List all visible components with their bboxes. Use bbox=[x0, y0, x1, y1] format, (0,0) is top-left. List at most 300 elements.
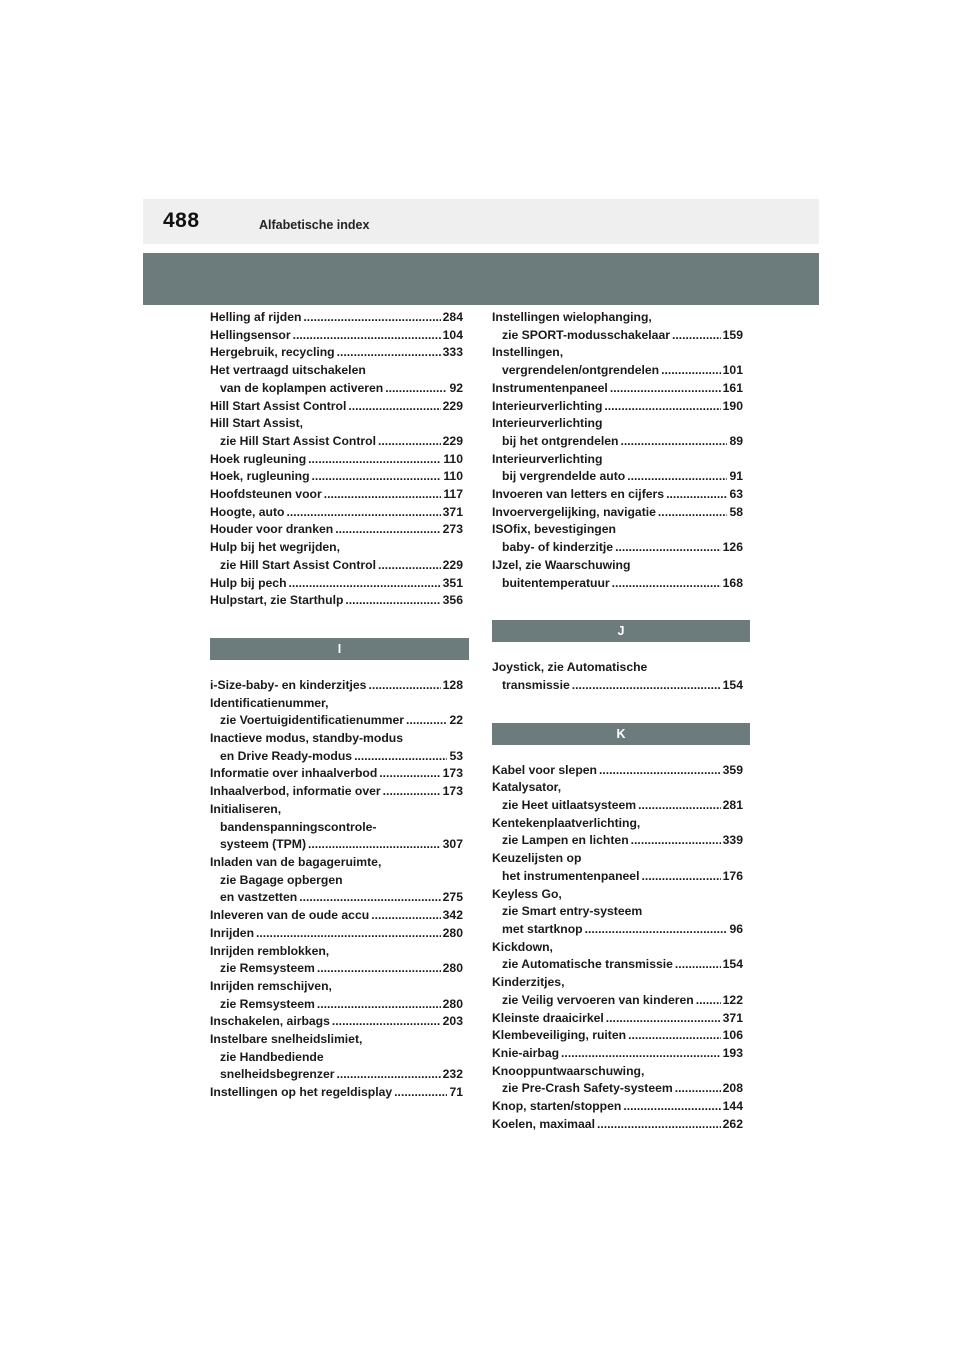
index-entry-text: zie Remsysteem bbox=[220, 961, 315, 976]
index-entry-text: Inrijden remschijven, bbox=[210, 978, 332, 993]
dot-leader bbox=[394, 1084, 447, 1102]
index-entry bbox=[492, 451, 743, 486]
index-entry-line bbox=[210, 327, 463, 345]
index-page-ref: 275 bbox=[442, 890, 463, 905]
index-page-ref: 339 bbox=[722, 833, 743, 848]
index-entry bbox=[210, 1084, 463, 1102]
index-entry-line bbox=[210, 854, 463, 872]
index-page-ref: 176 bbox=[722, 868, 743, 883]
dot-leader bbox=[378, 433, 441, 451]
index-entry-text: Instellingen, bbox=[492, 345, 564, 360]
index-entry-text: bandenspanningscontrole- bbox=[220, 819, 377, 834]
index-page-ref: 92 bbox=[449, 380, 463, 395]
index-entry-text: Initialiseren, bbox=[210, 801, 282, 816]
index-entry-line bbox=[492, 762, 743, 780]
index-entry bbox=[210, 575, 463, 593]
index-entry-text: Hoogte, auto bbox=[210, 504, 285, 519]
index-page-ref: 159 bbox=[722, 327, 743, 342]
index-entry-line bbox=[210, 695, 463, 713]
index-entry-text: bij vergrendelde auto bbox=[502, 469, 626, 484]
dot-leader bbox=[371, 907, 440, 925]
index-entry-text: Inleveren van de oude accu bbox=[210, 908, 370, 923]
index-entry-text: en Drive Ready-modus bbox=[220, 748, 353, 763]
index-entry-text: Inschakelen, airbags bbox=[210, 1014, 330, 1029]
index-entry-text: Hill Start Assist, bbox=[210, 416, 304, 431]
index-entry-text: Instrumentenpaneel bbox=[492, 380, 608, 395]
index-entry-line bbox=[492, 886, 743, 904]
index-entry-line bbox=[492, 327, 743, 345]
index-entry-text: Kabel voor slepen bbox=[492, 762, 597, 777]
index-entry-text: Koelen, maximaal bbox=[492, 1116, 595, 1131]
dot-leader bbox=[641, 868, 720, 886]
dot-leader bbox=[561, 1045, 721, 1063]
dot-leader bbox=[610, 380, 721, 398]
index-page-ref: 281 bbox=[722, 798, 743, 813]
index-entry-text: Instelbare snelheidslimiet, bbox=[210, 1032, 363, 1047]
index-entry-text: Kleinste draaicirkel bbox=[492, 1010, 604, 1025]
dot-leader bbox=[317, 960, 441, 978]
index-entry-text: Inactieve modus, standby-modus bbox=[210, 731, 404, 746]
index-page-ref: 232 bbox=[442, 1067, 463, 1082]
dot-leader bbox=[615, 539, 721, 557]
index-entry bbox=[210, 398, 463, 416]
dot-leader bbox=[666, 486, 727, 504]
index-entry bbox=[492, 659, 743, 694]
index-entry bbox=[210, 415, 463, 450]
index-entry-text: zie Remsysteem bbox=[220, 996, 315, 1011]
index-entry-text: zie Hill Start Assist Control bbox=[220, 433, 376, 448]
index-entry bbox=[492, 974, 743, 1009]
index-entry-line bbox=[492, 344, 743, 362]
index-entry bbox=[492, 380, 743, 398]
dot-leader bbox=[658, 504, 728, 522]
index-page-ref: 71 bbox=[449, 1085, 463, 1100]
index-page-ref: 371 bbox=[442, 504, 463, 519]
index-entry-line bbox=[210, 801, 463, 819]
index-entry-line bbox=[492, 521, 743, 539]
index-entry-text: Hergebruik, recycling bbox=[210, 345, 335, 360]
dot-leader bbox=[661, 362, 721, 380]
dot-leader bbox=[286, 504, 440, 522]
index-entry bbox=[210, 592, 463, 610]
index-page-ref: 58 bbox=[729, 504, 743, 519]
index-entry-text: bij het ontgrendelen bbox=[502, 433, 619, 448]
index-entry-line bbox=[492, 415, 743, 433]
index-page-ref: 154 bbox=[722, 957, 743, 972]
index-entry-text: baby- of kinderzitje bbox=[502, 540, 614, 555]
dot-leader bbox=[604, 398, 720, 416]
dot-leader bbox=[345, 592, 440, 610]
index-letter-heading: I bbox=[210, 638, 469, 660]
index-entry-line bbox=[492, 451, 743, 469]
index-entry-text: zie Hill Start Assist Control bbox=[220, 557, 376, 572]
index-entry bbox=[210, 486, 463, 504]
dot-leader bbox=[336, 1066, 440, 1084]
index-page-ref: 117 bbox=[443, 487, 463, 502]
index-page-ref: 284 bbox=[442, 310, 463, 324]
dot-leader bbox=[378, 557, 441, 575]
index-entry-line bbox=[492, 659, 743, 677]
index-entry-text: zie Lampen en lichten bbox=[502, 833, 629, 848]
index-entry-text: Keuzelijsten op bbox=[492, 851, 582, 866]
dot-leader bbox=[299, 889, 440, 907]
dot-leader bbox=[585, 921, 728, 939]
index-page-ref: 104 bbox=[442, 327, 463, 342]
index-entry-text: zie SPORT-modusschakelaar bbox=[502, 327, 670, 342]
dot-leader bbox=[675, 956, 721, 974]
index-page-ref: 333 bbox=[442, 345, 463, 360]
index-entry-line bbox=[210, 960, 463, 978]
index-entry-line bbox=[210, 557, 463, 575]
dot-leader bbox=[385, 380, 447, 398]
index-entry bbox=[492, 886, 743, 939]
dot-leader bbox=[368, 677, 440, 695]
index-entry-line bbox=[492, 677, 743, 695]
index-entry-text: Interieurverlichting bbox=[492, 451, 603, 466]
dot-leader bbox=[293, 327, 441, 345]
index-entry-text: snelheidsbegrenzer bbox=[220, 1067, 335, 1082]
index-entry-line bbox=[210, 996, 463, 1014]
index-entry-text: zie Handbediende bbox=[220, 1049, 324, 1064]
index-entry-line bbox=[492, 779, 743, 797]
index-entry-text: Inhaalverbod, informatie over bbox=[210, 784, 381, 799]
index-page-ref: 342 bbox=[442, 908, 463, 923]
index-page-ref: 262 bbox=[722, 1116, 743, 1131]
index-entry-text: van de koplampen activeren bbox=[220, 380, 384, 395]
index-entry bbox=[210, 327, 463, 345]
index-page-ref: 351 bbox=[442, 575, 463, 590]
index-entry bbox=[492, 1010, 743, 1028]
dot-leader bbox=[623, 1098, 720, 1116]
dot-leader bbox=[256, 925, 441, 943]
index-page-ref: 91 bbox=[729, 469, 743, 484]
index-entry bbox=[492, 415, 743, 450]
dot-leader bbox=[638, 797, 721, 815]
index-entry bbox=[492, 1063, 743, 1098]
dot-leader bbox=[354, 748, 447, 766]
index-entry-text: Katalysator, bbox=[492, 780, 562, 795]
index-entry-text: Keyless Go, bbox=[492, 886, 562, 901]
index-letter-heading: K bbox=[492, 723, 750, 745]
index-entry bbox=[210, 943, 463, 978]
index-entry-text: Invoeren van letters en cijfers bbox=[492, 487, 665, 502]
index-page-ref: 208 bbox=[722, 1081, 743, 1096]
index-entry-line bbox=[492, 1045, 743, 1063]
dot-leader bbox=[337, 344, 441, 362]
index-page-ref: 168 bbox=[722, 575, 743, 590]
dot-leader bbox=[628, 1027, 721, 1045]
index-entry bbox=[492, 939, 743, 974]
index-page-ref: 22 bbox=[449, 713, 463, 728]
index-entry-line bbox=[492, 486, 743, 504]
index-entry-text: zie Automatische transmissie bbox=[502, 957, 673, 972]
index-entry-line bbox=[210, 451, 463, 469]
index-entry-line bbox=[492, 433, 743, 451]
index-entry-line bbox=[492, 1080, 743, 1098]
index-entry-line bbox=[210, 907, 463, 925]
index-page-ref: 110 bbox=[443, 451, 463, 466]
index-page-ref: 229 bbox=[442, 398, 463, 413]
index-entry bbox=[210, 521, 463, 539]
dot-leader bbox=[631, 832, 721, 850]
index-entry-text: Instellingen wielophanging, bbox=[492, 310, 652, 324]
index-entry bbox=[492, 1116, 743, 1134]
index-entry bbox=[492, 521, 743, 556]
index-entry-text: met startknop bbox=[502, 921, 583, 936]
index-entry-line bbox=[492, 1098, 743, 1116]
dot-leader bbox=[303, 309, 440, 327]
index-entry-line bbox=[210, 677, 463, 695]
index-page-ref: 106 bbox=[722, 1028, 743, 1043]
index-entry-line bbox=[210, 978, 463, 996]
index-entry-text: zie Pre-Crash Safety-systeem bbox=[502, 1081, 673, 1096]
dot-leader bbox=[627, 468, 727, 486]
index-entry-line bbox=[210, 521, 463, 539]
index-page-ref: 359 bbox=[722, 762, 743, 777]
index-page-ref: 154 bbox=[722, 677, 743, 692]
index-entry-line bbox=[210, 730, 463, 748]
dot-leader bbox=[317, 996, 441, 1014]
index-page-ref: 161 bbox=[722, 380, 743, 395]
index-entry bbox=[210, 677, 463, 695]
index-entry-text: buitentemperatuur bbox=[502, 575, 610, 590]
index-entry bbox=[210, 539, 463, 574]
index-page-ref: 144 bbox=[722, 1099, 743, 1114]
index-entry-line bbox=[492, 362, 743, 380]
index-entry bbox=[210, 504, 463, 522]
index-entry-line bbox=[210, 309, 463, 327]
index-entry-line bbox=[210, 362, 463, 380]
index-page-ref: 273 bbox=[442, 522, 463, 537]
index-entry-line bbox=[492, 1063, 743, 1081]
index-entry-text: Hulpstart, zie Starthulp bbox=[210, 593, 344, 608]
index-entry bbox=[492, 762, 743, 780]
index-entry-line bbox=[210, 889, 463, 907]
index-entry bbox=[492, 344, 743, 379]
index-entry-line bbox=[492, 956, 743, 974]
index-page-ref: 280 bbox=[442, 961, 463, 976]
index-entry-text: Hoek rugleuning bbox=[210, 451, 307, 466]
index-page-ref: 110 bbox=[443, 469, 463, 484]
index-entry-text: zie Veilig vervoeren van kinderen bbox=[502, 992, 694, 1007]
index-entry-text: Kinderzitjes, bbox=[492, 975, 565, 990]
index-entry-line bbox=[492, 832, 743, 850]
index-entry-line bbox=[210, 783, 463, 801]
index-column-right bbox=[492, 309, 743, 1133]
index-entry bbox=[492, 309, 743, 344]
index-entry-line bbox=[210, 819, 463, 837]
index-entry-text: en vastzetten bbox=[220, 890, 298, 905]
index-entry-line bbox=[492, 557, 743, 575]
index-entry bbox=[210, 854, 463, 907]
index-entry-line bbox=[210, 344, 463, 362]
index-page-ref: 203 bbox=[442, 1014, 463, 1029]
index-entry-line bbox=[492, 380, 743, 398]
index-entry-text: Joystick, zie Automatische bbox=[492, 660, 648, 675]
index-entry-line bbox=[492, 974, 743, 992]
index-entry bbox=[210, 1013, 463, 1031]
index-entry-line bbox=[210, 925, 463, 943]
dot-leader bbox=[324, 486, 442, 504]
index-page-ref: 190 bbox=[722, 398, 743, 413]
index-entry-line bbox=[210, 415, 463, 433]
index-page-ref: 53 bbox=[449, 748, 463, 763]
index-page-ref: 63 bbox=[729, 487, 743, 502]
index-entry-line bbox=[210, 486, 463, 504]
index-entry-line bbox=[492, 903, 743, 921]
index-entry bbox=[492, 1045, 743, 1063]
index-entry bbox=[492, 1027, 743, 1045]
index-entry-line bbox=[210, 592, 463, 610]
index-entry-text: Hulp bij het wegrijden, bbox=[210, 540, 341, 555]
index-entry bbox=[492, 557, 743, 592]
index-entry-line bbox=[492, 398, 743, 416]
index-entry-text: Knie-airbag bbox=[492, 1045, 560, 1060]
index-entry-text: Knooppuntwaarschuwing, bbox=[492, 1063, 645, 1078]
index-entry-line bbox=[492, 815, 743, 833]
index-entry-line bbox=[210, 765, 463, 783]
index-entry-text: Invoervergelijking, navigatie bbox=[492, 504, 656, 519]
dot-leader bbox=[612, 575, 721, 593]
index-entry-text: Helling af rijden bbox=[210, 310, 302, 324]
index-entry bbox=[210, 1031, 463, 1084]
index-entry-text: Houder voor dranken bbox=[210, 522, 334, 537]
index-entry-text: Inrijden remblokken, bbox=[210, 943, 330, 958]
index-entry bbox=[210, 695, 463, 730]
index-entry-line bbox=[492, 504, 743, 522]
index-entry bbox=[210, 907, 463, 925]
index-page-ref: 128 bbox=[442, 677, 463, 692]
index-entry-text: vergrendelen/ontgrendelen bbox=[502, 363, 660, 378]
index-entry bbox=[210, 344, 463, 362]
dot-leader bbox=[599, 762, 721, 780]
index-page-ref: 356 bbox=[442, 593, 463, 608]
index-entry-line bbox=[492, 1010, 743, 1028]
index-entry-text: Hellingsensor bbox=[210, 327, 291, 342]
index-entry bbox=[492, 486, 743, 504]
index-page-ref: 229 bbox=[442, 557, 463, 572]
dot-leader bbox=[406, 712, 447, 730]
dot-leader bbox=[332, 1013, 441, 1031]
index-page-ref: 126 bbox=[722, 540, 743, 555]
index-entry-text: Inladen van de bagageruimte, bbox=[210, 854, 382, 869]
index-entry-text: Instellingen op het regeldisplay bbox=[210, 1085, 393, 1100]
index-page-ref: 101 bbox=[722, 363, 743, 378]
index-entry-text: Interieurverlichting bbox=[492, 416, 603, 431]
index-entry-line bbox=[210, 943, 463, 961]
index-column-left bbox=[210, 309, 463, 1102]
index-entry bbox=[492, 850, 743, 885]
index-entry-line bbox=[210, 539, 463, 557]
index-entry-line bbox=[492, 939, 743, 957]
index-entry-text: Informatie over inhaalverbod bbox=[210, 766, 378, 781]
page-header bbox=[143, 199, 819, 244]
index-page-ref: 122 bbox=[722, 992, 743, 1007]
index-entry-line bbox=[210, 1049, 463, 1067]
index-entry-line bbox=[210, 1013, 463, 1031]
index-entry-line bbox=[492, 1027, 743, 1045]
index-entry-line bbox=[210, 836, 463, 854]
index-entry-line bbox=[492, 468, 743, 486]
dot-leader bbox=[675, 1080, 721, 1098]
index-entry-line bbox=[210, 468, 463, 486]
index-entry-text: i-Size-baby- en kinderzitjes bbox=[210, 677, 367, 692]
dot-leader bbox=[335, 521, 440, 539]
index-entry bbox=[210, 978, 463, 1013]
dot-leader bbox=[672, 327, 721, 345]
index-entry-line bbox=[210, 872, 463, 890]
dot-leader bbox=[289, 575, 441, 593]
index-page-ref: 280 bbox=[442, 996, 463, 1011]
dot-leader bbox=[348, 398, 440, 416]
index-entry-text: Klembeveiliging, ruiten bbox=[492, 1028, 627, 1043]
index-entry bbox=[492, 504, 743, 522]
dot-leader bbox=[383, 783, 441, 801]
index-entry-text: IJzel, zie Waarschuwing bbox=[492, 557, 631, 572]
index-page-ref: 193 bbox=[722, 1045, 743, 1060]
index-entry-line bbox=[492, 539, 743, 557]
dot-leader bbox=[308, 836, 441, 854]
dot-leader bbox=[379, 765, 440, 783]
index-entry bbox=[492, 815, 743, 850]
index-entry-line bbox=[210, 398, 463, 416]
index-entry-text: Inrijden bbox=[210, 925, 255, 940]
index-entry-text: Hoek, rugleuning bbox=[210, 469, 310, 484]
index-entry-line bbox=[492, 868, 743, 886]
index-entry bbox=[210, 451, 463, 469]
index-entry-text: Interieurverlichting bbox=[492, 398, 603, 413]
index-entry bbox=[210, 468, 463, 486]
index-entry-text: Hill Start Assist Control bbox=[210, 398, 347, 413]
index-page-ref: 280 bbox=[442, 925, 463, 940]
dot-leader bbox=[308, 451, 441, 469]
index-entry-line bbox=[210, 380, 463, 398]
index-entry-text: transmissie bbox=[502, 677, 570, 692]
dot-leader bbox=[312, 468, 442, 486]
index-entry-text: ISOfix, bevestigingen bbox=[492, 522, 616, 537]
index-entry-line bbox=[492, 850, 743, 868]
index-entry-text: Knop, starten/stoppen bbox=[492, 1099, 622, 1114]
index-entry-text: zie Heet uitlaatsysteem bbox=[502, 798, 637, 813]
index-entry bbox=[492, 1098, 743, 1116]
index-page-ref: 371 bbox=[722, 1010, 743, 1025]
index-entry-line bbox=[210, 748, 463, 766]
index-entry-text: Kentekenplaatverlichting, bbox=[492, 815, 641, 830]
index-entry bbox=[210, 801, 463, 854]
index-entry bbox=[210, 783, 463, 801]
index-entry bbox=[210, 765, 463, 783]
dot-leader bbox=[696, 992, 721, 1010]
index-entry-text: Kickdown, bbox=[492, 939, 553, 954]
index-page-ref: 173 bbox=[442, 784, 463, 799]
index-page-ref: 96 bbox=[729, 921, 743, 936]
index-entry-line bbox=[210, 1031, 463, 1049]
index-entry-text: Hulp bij pech bbox=[210, 575, 287, 590]
index-entry bbox=[492, 398, 743, 416]
dot-leader bbox=[597, 1116, 721, 1134]
index-entry-line bbox=[210, 504, 463, 522]
index-entry bbox=[210, 362, 463, 397]
index-entry-line bbox=[492, 921, 743, 939]
dot-leader bbox=[572, 677, 721, 695]
index-letter-heading: J bbox=[492, 620, 750, 642]
index-entry-text: Identificatienummer, bbox=[210, 695, 329, 710]
dot-leader bbox=[620, 433, 727, 451]
index-entry-text: zie Smart entry-systeem bbox=[502, 904, 643, 919]
index-entry-line bbox=[210, 1066, 463, 1084]
section-title: Alfabetische index bbox=[259, 218, 370, 232]
index-entry-text: Hoofdsteunen voor bbox=[210, 487, 322, 502]
